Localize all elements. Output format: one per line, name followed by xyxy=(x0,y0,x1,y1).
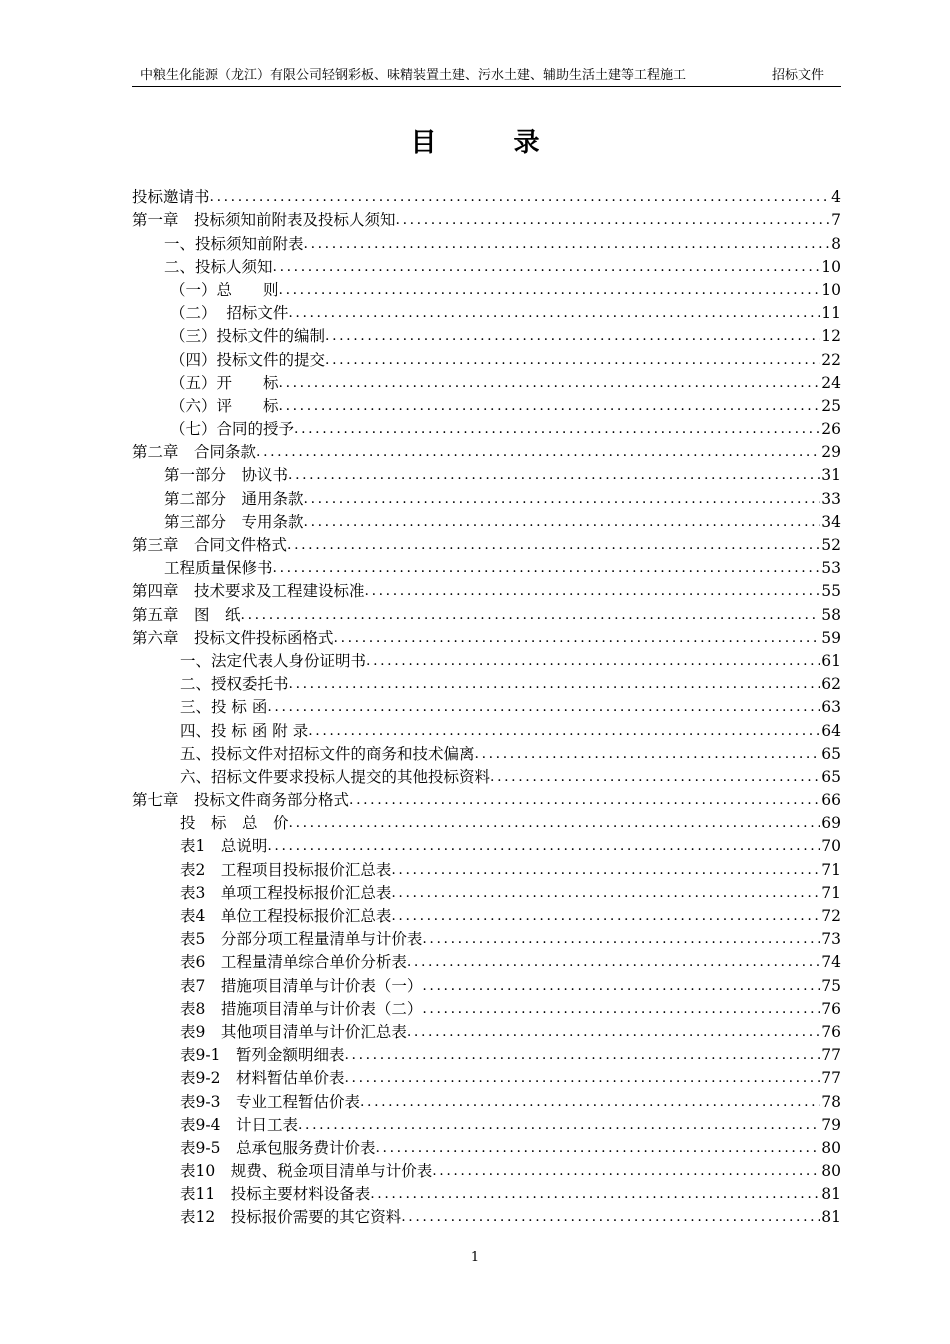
toc-entry-page: 76 xyxy=(821,999,841,1018)
toc-entry[interactable] xyxy=(132,417,841,440)
toc-leader-dots xyxy=(366,650,820,672)
toc-entry-label: 表7 措施项目清单与计价表（一） xyxy=(180,976,423,995)
running-header-title: 中粮生化能源（龙江）有限公司轻钢彩板、味精装置土建、污水土建、辅助生活土建等工程施工 xyxy=(140,68,687,83)
toc-entry[interactable] xyxy=(132,857,841,880)
toc-entry-page: 62 xyxy=(821,675,841,694)
toc-entry[interactable] xyxy=(132,834,841,857)
toc-entry-label: 投标邀请书 xyxy=(132,188,210,207)
toc-entry-label: 表11 投标主要材料设备表 xyxy=(180,1185,371,1204)
toc-entry-page: 75 xyxy=(821,976,841,995)
toc-entry-page: 53 xyxy=(821,559,841,578)
toc-entry-page: 80 xyxy=(821,1138,841,1157)
toc-leader-dots xyxy=(349,789,820,811)
toc-entry-label: 表8 措施项目清单与计价表（二） xyxy=(180,999,423,1018)
toc-entry-label: 表1 总说明 xyxy=(180,837,268,856)
toc-entry-page: 29 xyxy=(821,443,841,462)
toc-entry[interactable] xyxy=(132,579,841,602)
toc-leader-dots xyxy=(304,511,821,533)
toc-entry[interactable] xyxy=(132,602,841,625)
toc-entry-page: 24 xyxy=(821,373,841,392)
toc-entry-page: 4 xyxy=(831,188,841,207)
toc-leader-dots xyxy=(490,766,820,788)
toc-entry[interactable] xyxy=(132,742,841,765)
toc-entry-page: 63 xyxy=(821,698,841,717)
toc-entry[interactable] xyxy=(132,533,841,556)
toc-entry-page: 59 xyxy=(821,628,841,647)
toc-entry[interactable] xyxy=(132,1089,841,1112)
toc-leader-dots xyxy=(422,975,820,997)
toc-entry-page: 31 xyxy=(821,466,841,485)
toc-entry[interactable] xyxy=(132,324,841,347)
toc-entry-page: 77 xyxy=(821,1069,841,1088)
toc-entry[interactable] xyxy=(132,347,841,370)
toc-entry[interactable] xyxy=(132,765,841,788)
toc-leader-dots xyxy=(210,186,831,208)
toc-entry-label: 表5 分部分项工程量清单与计价表 xyxy=(180,930,423,949)
toc-entry-label: 三、投 标 函 xyxy=(180,698,268,717)
toc-entry-label: （四）投标文件的提交 xyxy=(170,350,326,369)
toc-entry[interactable] xyxy=(132,1182,841,1205)
toc-entry-page: 26 xyxy=(821,420,841,439)
toc-entry[interactable] xyxy=(132,278,841,301)
toc-entry-label: 表9-2 材料暂估单价表 xyxy=(180,1069,345,1088)
toc-entry[interactable] xyxy=(132,1136,841,1159)
toc-entry-label: 表9 其他项目清单与计价汇总表 xyxy=(180,1022,407,1041)
toc-entry[interactable] xyxy=(132,672,841,695)
toc-entry[interactable] xyxy=(132,185,841,208)
toc-leader-dots xyxy=(279,372,821,394)
toc-entry-page: 10 xyxy=(821,280,841,299)
toc-entry-label: 第一部分 协议书 xyxy=(164,466,289,485)
toc-entry-page: 69 xyxy=(821,814,841,833)
toc-entry-label: 表9-5 总承包服务费计价表 xyxy=(180,1138,376,1157)
toc-entry-label: 投 标 总 价 xyxy=(180,814,289,833)
toc-entry-page: 71 xyxy=(821,883,841,902)
toc-leader-dots xyxy=(391,905,820,927)
toc-entry[interactable] xyxy=(132,695,841,718)
toc-entry-page: 34 xyxy=(821,512,841,531)
toc-leader-dots xyxy=(334,627,821,649)
toc-entry-label: （一）总 则 xyxy=(170,280,279,299)
toc-entry-page: 80 xyxy=(821,1162,841,1181)
toc-leader-dots xyxy=(294,418,820,440)
toc-entry-page: 70 xyxy=(821,837,841,856)
toc-entry[interactable] xyxy=(132,440,841,463)
toc-leader-dots xyxy=(422,928,820,950)
toc-leader-dots xyxy=(289,673,821,695)
toc-entry-label: 第六章 投标文件投标函格式 xyxy=(132,628,334,647)
toc-entry-label: 第五章 图 纸 xyxy=(132,605,241,624)
toc-entry-label: 表3 单项工程投标报价汇总表 xyxy=(180,883,392,902)
toc-entry-page: 74 xyxy=(821,953,841,972)
toc-entry-label: 表12 投标报价需要的其它资料 xyxy=(180,1208,402,1227)
toc-entry-page: 8 xyxy=(831,234,841,253)
toc-entry-label: 表10 规费、税金项目清单与计价表 xyxy=(180,1162,433,1181)
toc-entry[interactable] xyxy=(132,904,841,927)
toc-leader-dots xyxy=(344,1044,820,1066)
toc-entry[interactable] xyxy=(132,1020,841,1043)
toc-leader-dots xyxy=(370,1183,820,1205)
toc-entry-page: 55 xyxy=(821,582,841,601)
toc-leader-dots xyxy=(365,580,821,602)
toc-entry[interactable] xyxy=(132,463,841,486)
toc-entry[interactable] xyxy=(132,1066,841,1089)
toc-leader-dots xyxy=(325,325,820,347)
toc-entry-label: 五、投标文件对招标文件的商务和技术偏离 xyxy=(180,744,475,763)
toc-entry-page: 73 xyxy=(821,930,841,949)
toc-leader-dots xyxy=(288,464,820,486)
toc-entry-label: 二、授权委托书 xyxy=(180,675,289,694)
toc-entry-page: 12 xyxy=(821,327,841,346)
toc-entry-label: （五）开 标 xyxy=(170,373,279,392)
toc-entry-label: 第一章 投标须知前附表及投标人须知 xyxy=(132,211,396,230)
toc-entry-page: 66 xyxy=(821,791,841,810)
toc-leader-dots xyxy=(279,279,821,301)
toc-leader-dots xyxy=(288,302,820,324)
toc-leader-dots xyxy=(273,256,821,278)
toc-leader-dots xyxy=(422,998,820,1020)
toc-entry-page: 61 xyxy=(821,651,841,670)
toc-leader-dots xyxy=(241,604,821,626)
toc-entry[interactable] xyxy=(132,1159,841,1182)
toc-entry-page: 22 xyxy=(821,350,841,369)
toc-leader-dots xyxy=(391,882,820,904)
toc-entry-page: 72 xyxy=(821,907,841,925)
toc-leader-dots xyxy=(475,743,821,765)
toc-leader-dots xyxy=(432,1160,820,1182)
toc-entry[interactable] xyxy=(132,255,841,278)
toc-entry[interactable] xyxy=(132,997,841,1020)
header-divider xyxy=(132,86,841,87)
toc-entry-label: 表9-1 暂列金额明细表 xyxy=(180,1046,345,1065)
toc-entry[interactable] xyxy=(132,371,841,394)
toc-entry[interactable] xyxy=(132,1205,841,1228)
toc-entry-label: 一、法定代表人身份证明书 xyxy=(180,651,367,670)
toc-entry-label: 第二章 合同条款 xyxy=(132,443,257,462)
toc-leader-dots xyxy=(344,1067,820,1089)
toc-entry-page: 58 xyxy=(821,605,841,624)
toc-leader-dots xyxy=(304,488,821,510)
toc-entry-page: 71 xyxy=(821,860,841,879)
toc-entry[interactable] xyxy=(132,510,841,533)
toc-leader-dots xyxy=(267,835,820,857)
toc-entry-label: 一、投标须知前附表 xyxy=(164,234,304,253)
toc-leader-dots xyxy=(289,812,821,834)
toc-leader-dots xyxy=(267,696,820,718)
toc-entry-label: 二、投标人须知 xyxy=(164,257,273,276)
toc-entry-page: 65 xyxy=(821,767,841,786)
toc-entry-page: 64 xyxy=(821,721,841,740)
toc-entry-label: 第二部分 通用条款 xyxy=(164,489,304,508)
toc-entry-label: 六、招标文件要求投标人提交的其他投标资料 xyxy=(180,767,491,786)
toc-entry-label: 表6 工程量清单综合单价分析表 xyxy=(180,953,407,972)
toc-entry-page: 11 xyxy=(821,304,841,323)
toc-entry-page: 78 xyxy=(821,1092,841,1111)
toc-entry[interactable] xyxy=(132,208,841,231)
toc-entry-page: 76 xyxy=(821,1022,841,1041)
toc-entry-label: 第七章 投标文件商务部分格式 xyxy=(132,791,350,810)
toc-entry-label: 四、投 标 函 附 录 xyxy=(180,721,309,740)
toc-entry[interactable] xyxy=(132,973,841,996)
toc-leader-dots xyxy=(391,859,820,881)
toc-entry-page: 52 xyxy=(821,536,841,554)
toc-leader-dots xyxy=(401,1206,820,1228)
toc-leader-dots xyxy=(304,233,831,255)
toc-entry-label: 表9-4 计日工表 xyxy=(180,1115,298,1134)
page-number: 1 xyxy=(470,1250,480,1265)
toc-leader-dots xyxy=(407,1021,820,1043)
toc-leader-dots xyxy=(287,534,820,556)
toc-entry-page: 33 xyxy=(821,489,841,508)
toc-entry[interactable] xyxy=(132,1113,841,1136)
toc-entry-page: 81 xyxy=(821,1185,841,1204)
toc-entry-page: 81 xyxy=(821,1208,841,1227)
toc-entry-label: （三）投标文件的编制 xyxy=(170,327,326,346)
toc-entry[interactable] xyxy=(132,649,841,672)
table-of-contents xyxy=(132,185,841,1228)
toc-entry-page: 10 xyxy=(821,257,841,276)
toc-leader-dots xyxy=(308,720,820,742)
toc-entry-page: 25 xyxy=(821,396,841,415)
toc-entry-label: 第三章 合同文件格式 xyxy=(132,536,288,554)
toc-entry[interactable] xyxy=(132,486,841,509)
toc-entry[interactable] xyxy=(132,927,841,950)
toc-leader-dots xyxy=(279,395,821,417)
toc-entry-label: 第三部分 专用条款 xyxy=(164,512,304,531)
toc-entry[interactable] xyxy=(132,1043,841,1066)
toc-entry-label: 表9-3 专业工程暂估价表 xyxy=(180,1092,360,1111)
toc-entry[interactable] xyxy=(132,626,841,649)
toc-entry-label: （六）评 标 xyxy=(170,396,279,415)
toc-leader-dots xyxy=(325,349,820,371)
toc-entry[interactable] xyxy=(132,231,841,254)
toc-entry[interactable] xyxy=(132,394,841,417)
toc-entry[interactable] xyxy=(132,950,841,973)
toc-entry-label: 表4 单位工程投标报价汇总表 xyxy=(180,907,392,925)
running-header-doc-type: 招标文件 xyxy=(772,68,825,83)
toc-entry[interactable] xyxy=(132,556,841,579)
toc-leader-dots xyxy=(273,557,821,579)
toc-leader-dots xyxy=(407,951,820,973)
toc-entry-label: （二） 招标文件 xyxy=(170,304,289,323)
toc-entry[interactable] xyxy=(132,718,841,741)
toc-entry-page: 7 xyxy=(831,211,841,230)
toc-leader-dots xyxy=(256,441,820,463)
toc-leader-dots xyxy=(375,1137,820,1159)
toc-leader-dots xyxy=(396,209,831,231)
toc-entry-label: （七）合同的授予 xyxy=(170,420,295,439)
toc-leader-dots xyxy=(298,1114,820,1136)
toc-entry-page: 77 xyxy=(821,1046,841,1065)
toc-entry-page: 65 xyxy=(821,744,841,763)
toc-leader-dots xyxy=(360,1091,820,1113)
toc-entry-label: 工程质量保修书 xyxy=(164,559,273,578)
toc-entry[interactable] xyxy=(132,788,841,811)
toc-entry[interactable] xyxy=(132,811,841,834)
toc-entry-label: 表2 工程项目投标报价汇总表 xyxy=(180,860,392,879)
toc-entry-label: 第四章 技术要求及工程建设标准 xyxy=(132,582,365,601)
toc-entry[interactable] xyxy=(132,881,841,904)
toc-entry-page: 79 xyxy=(821,1115,841,1134)
toc-entry[interactable] xyxy=(132,301,841,324)
page-title: 目 录 xyxy=(410,128,574,158)
